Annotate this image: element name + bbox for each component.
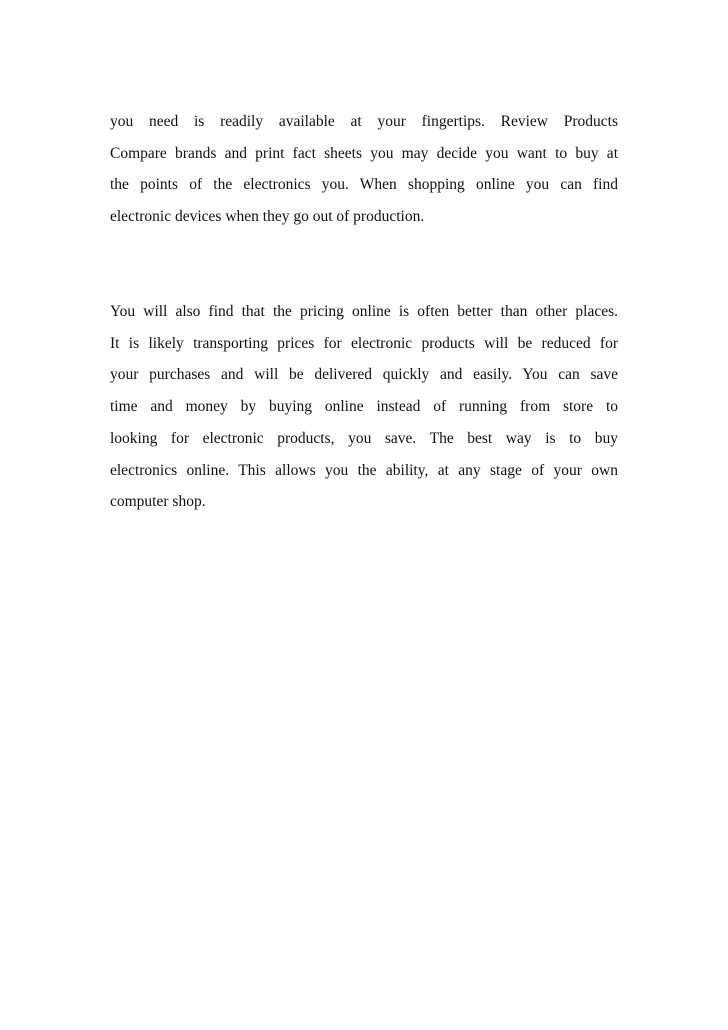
paragraph-2 (110, 296, 618, 518)
paragraph-line: the points of the electronics you. When shopping online you can find (110, 176, 618, 194)
paragraph-line: Compare brands and print fact sheets you may decide you want to buy at (110, 144, 618, 162)
paragraph-line: looking for electronic products, you save. The best way is to buy (110, 429, 618, 447)
paragraph-line: You will also find that the pricing online is often better than other places. (110, 303, 618, 320)
paragraph-1 (110, 106, 618, 233)
paragraph-line: computer shop. (110, 493, 206, 511)
paragraph-line: your purchases and will be delivered quickly and easily. You can save (110, 366, 618, 384)
paragraph-line: electronics online. This allows you the ability, at any stage of your own (110, 461, 618, 479)
paragraph-line: time and money by buying online instead of running from store to (110, 398, 618, 416)
paragraph-line: electronic devices when they go out of production. (110, 208, 425, 226)
paragraph-line: you need is readily available at your fingertips. Review Products (110, 113, 618, 130)
paragraph-line: It is likely transporting prices for electronic products will be reduced for (110, 334, 618, 352)
